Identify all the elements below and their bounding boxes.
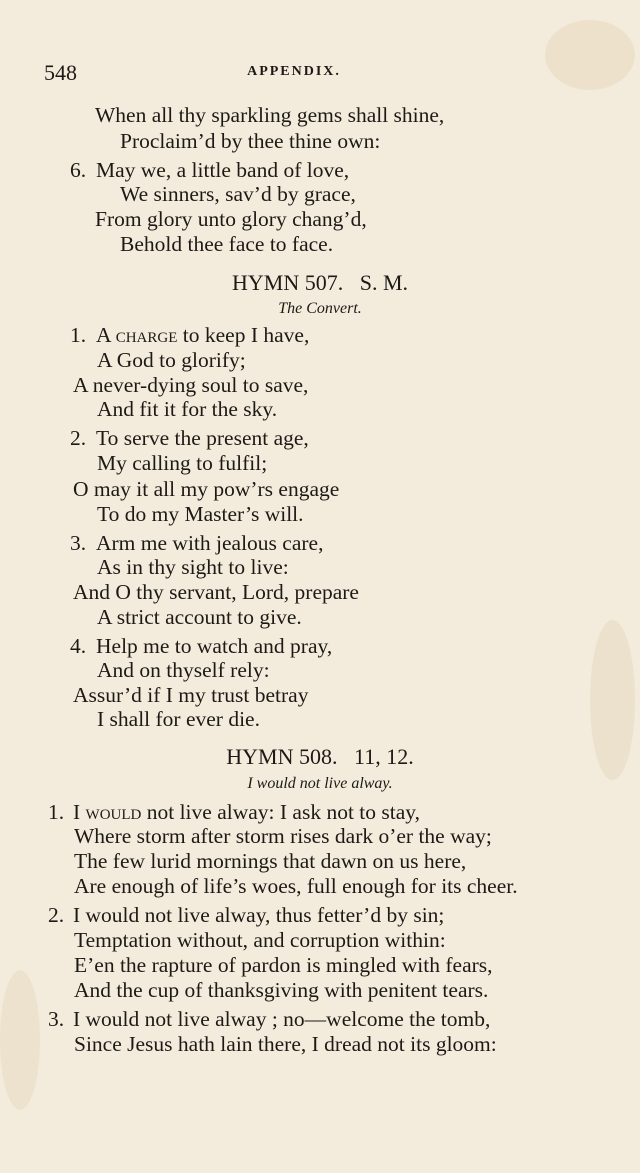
- stanza-number: 1.: [48, 800, 65, 824]
- verse-line: Since Jesus hath lain there, I dread not its gloom:: [74, 1032, 497, 1056]
- verse-line: Where storm after storm rises dark o’er the way;: [74, 824, 492, 848]
- verse-line: May we, a little band of love,: [96, 158, 350, 182]
- verse-line: [96, 325, 309, 347]
- verse-line: The few lurid mornings that dawn on us here,: [74, 849, 467, 873]
- verse-line: Assur’d if I my trust betray: [73, 683, 309, 707]
- verse-line: Help me to watch and pray,: [96, 634, 333, 658]
- verse-line: I would not live alway, thus fetter’d by sin;: [73, 903, 445, 927]
- verse-line: Behold thee face to face.: [120, 232, 334, 256]
- stanza-number: 3.: [48, 1007, 65, 1031]
- verse-line: We sinners, sav’d by grace,: [120, 182, 356, 206]
- stanza-number: 1.: [70, 323, 87, 347]
- verse-line: And fit it for the sky.: [97, 397, 278, 421]
- stanza-number: 4.: [70, 634, 87, 658]
- verse-line: A never-dying soul to save,: [73, 373, 309, 397]
- page-header: [44, 60, 544, 90]
- verse-line: And on thyself rely:: [97, 658, 270, 682]
- stanza-number: 6.: [70, 158, 87, 182]
- verse-line: When all thy sparkling gems shall shine,: [95, 103, 445, 127]
- verse-line: I shall for ever die.: [97, 707, 260, 731]
- verse-line: And the cup of thanksgiving with penitent tears.: [74, 978, 489, 1002]
- verse-line: A God to glorify;: [97, 348, 246, 372]
- hymn-tune-name: I would not live alway.: [247, 775, 393, 792]
- verse-line: As in thy sight to live:: [97, 555, 289, 579]
- verse-line: E’en the rapture of pardon is mingled with fears,: [74, 953, 493, 977]
- verse-line: [73, 802, 420, 824]
- hymn-title: HYMN 507. S. M.: [231, 270, 409, 295]
- hymn-title: HYMN 508. 11, 12.: [226, 744, 414, 769]
- small-caps-opening: A charge: [96, 323, 178, 347]
- verse-line: Temptation without, and corruption within:: [74, 928, 446, 952]
- page-number: 548: [44, 60, 77, 85]
- verse-line: Are enough of life’s woes, full enough for its cheer.: [74, 874, 518, 898]
- verse-line-rest: to keep I have,: [177, 323, 310, 347]
- verse-line: Proclaim’d by thee thine own:: [120, 129, 381, 153]
- running-head: APPENDIX.: [247, 64, 341, 79]
- hymn-tune-name: The Convert.: [278, 300, 362, 317]
- verse-line: To serve the present age,: [96, 426, 309, 450]
- verse-line: From glory unto glory chang’d,: [95, 207, 367, 231]
- stanza-number: 3.: [70, 531, 87, 555]
- verse-line: And O thy servant, Lord, prepare: [73, 580, 359, 604]
- verse-line: O may it all my pow’rs engage: [73, 477, 340, 501]
- verse-line: To do my Master’s will.: [97, 502, 304, 526]
- verse-line-rest: not live alway: I ask not to stay,: [141, 800, 421, 824]
- verse-line: Arm me with jealous care,: [96, 531, 324, 555]
- verse-line: A strict account to give.: [97, 605, 302, 629]
- verse-line: I would not live alway ; no—welcome the tomb,: [73, 1007, 491, 1031]
- verse-line: My calling to fulfil;: [97, 451, 268, 475]
- stanza-number: 2.: [70, 426, 87, 450]
- stanza-number: 2.: [48, 903, 65, 927]
- small-caps-opening: I would: [73, 800, 142, 824]
